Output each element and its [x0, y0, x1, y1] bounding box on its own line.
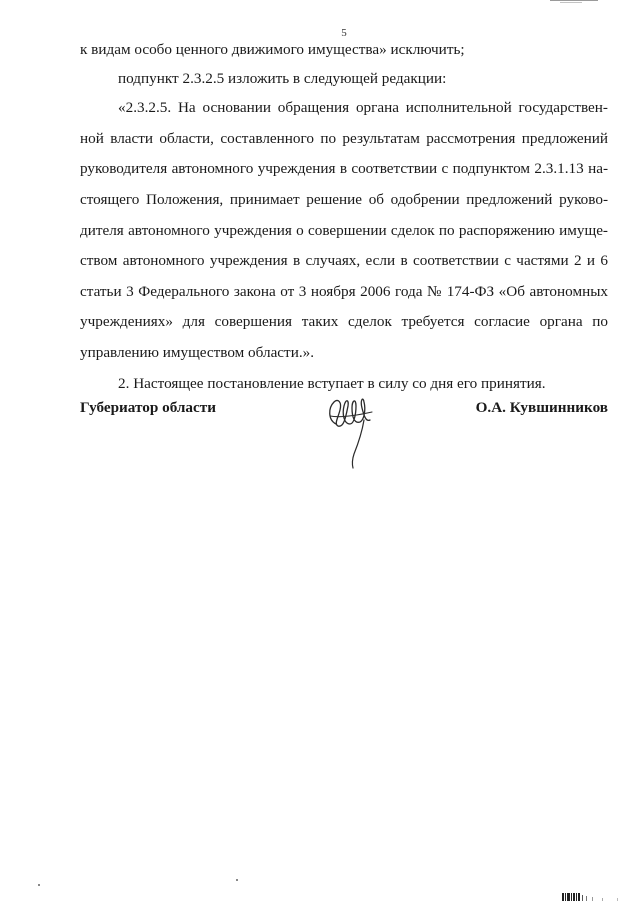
signatory-name: О.А. Кувшинников [475, 399, 608, 416]
document-body [80, 38, 608, 396]
text-line: 2. Настоящее постановление вступает в силу со дня его принятия. [118, 374, 546, 392]
text-line: управлению имуществом области.». [80, 343, 315, 361]
text-line: подпункт 2.3.2.5 изложить в следующей редакции: [118, 69, 447, 87]
scan-mark-bottom [562, 891, 632, 901]
text-line: к видам особо ценного движимого имущества» исключить; [80, 41, 465, 58]
paragraph-3 [80, 96, 608, 365]
scan-dot [236, 879, 238, 881]
paragraph-1 [80, 38, 608, 63]
text-line: стоящего Положения, принимает решение об одобрении предложений руково- [80, 190, 608, 208]
text-line: учреждениях» для совершения таких сделок требуется согласие органа по [80, 313, 608, 331]
scan-dot [38, 884, 40, 886]
paragraph-2 [80, 67, 608, 92]
handwritten-signature [322, 380, 382, 470]
scan-mark-top [550, 0, 598, 4]
text-line: статьи 3 Федерального закона от 3 ноября 2006 года № 174-ФЗ «Об автономных [80, 282, 608, 300]
page-number: 5 [341, 27, 347, 39]
text-line: дителя автономного учреждения о совершении сделок по распоряжению имуще- [80, 221, 608, 239]
signatory-title: Губериатор области [80, 399, 216, 416]
text-line: ством автономного учреждения в случаях, если в соответствии с частями 2 и 6 [80, 252, 608, 270]
text-line: «2.3.2.5. На основании обращения органа исполнительной государствен- [118, 99, 608, 117]
text-line: руководителя автономного учреждения в соответствии с подпунктом 2.3.1.13 на- [80, 160, 608, 178]
text-line: ной власти области, составленного по результатам рассмотрения предложений [80, 129, 608, 147]
